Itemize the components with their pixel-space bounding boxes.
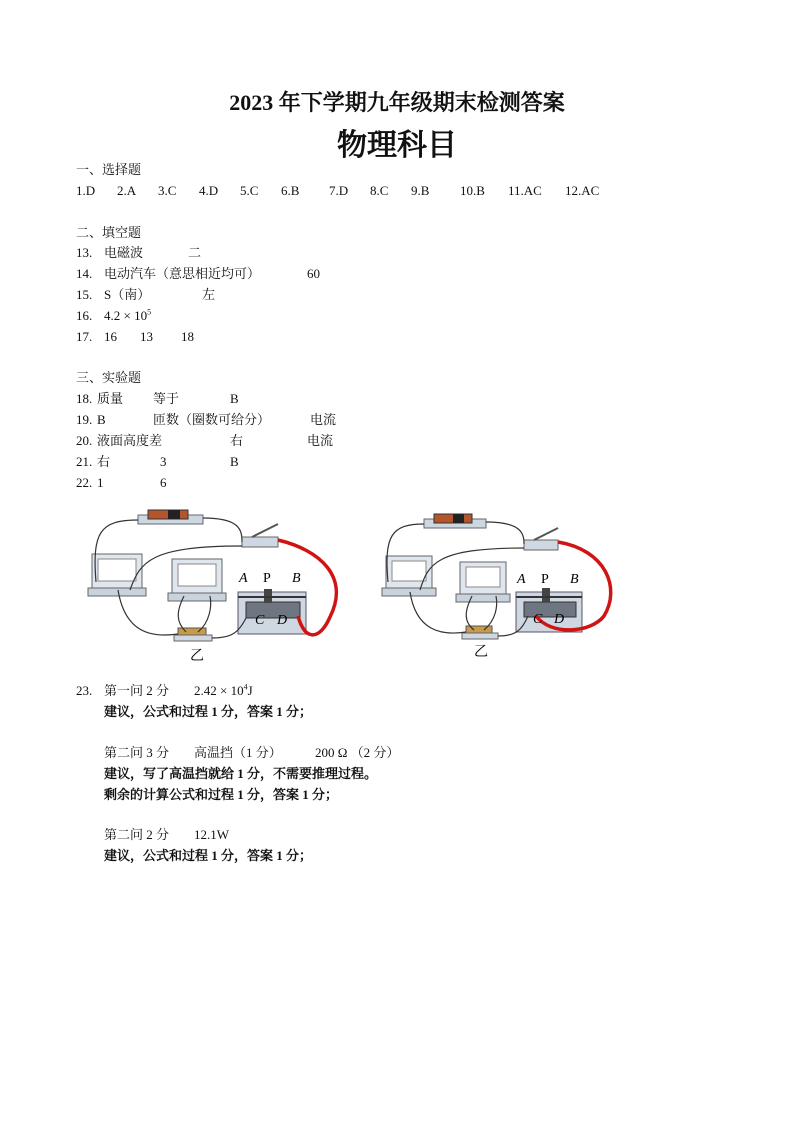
q18-answer-b: 等于: [153, 391, 180, 406]
q14-num: 14.: [76, 266, 93, 281]
choice-answer: 2.A: [117, 183, 137, 198]
q22-answer-a: 1: [97, 475, 104, 490]
circuit-diagram-right: [376, 508, 636, 668]
q21-answer-a: 右: [97, 454, 111, 469]
terminal-label-d: D: [554, 612, 565, 627]
choice-answer: 8.C: [370, 183, 389, 198]
choice-answer: 7.D: [329, 183, 349, 198]
q23-part3-value: 12.1W: [194, 827, 230, 842]
rheostat-icon: [238, 589, 306, 634]
q16-base: 4.2 × 10: [104, 308, 148, 323]
q19-answer-c: 电流: [310, 412, 337, 427]
q19-num: 19.: [76, 412, 93, 427]
q16-num: 16.: [76, 308, 93, 323]
q20-answer-b: 右: [230, 433, 244, 448]
battery-icon: [138, 510, 203, 524]
slider-label-p: P: [263, 571, 271, 586]
q16-exponent: 5: [147, 307, 152, 317]
q15-num: 15.: [76, 287, 93, 302]
q23-part1-base: 2.42 × 10: [194, 683, 244, 698]
q20-num: 20.: [76, 433, 93, 448]
slider-label-p: P: [541, 572, 549, 587]
terminal-label-c: C: [533, 612, 543, 627]
q19-answer-a: B: [97, 412, 106, 427]
q18-answer-c: B: [230, 391, 239, 406]
q23-part1-exponent: 4: [243, 682, 248, 692]
q19-answer-b: 匝数（圈数可给分）: [153, 412, 271, 427]
q17-answer-c: 18: [181, 329, 194, 344]
q23-part1-unit: J: [247, 683, 253, 698]
terminal-label-b: B: [292, 571, 301, 586]
q16-answer: [104, 308, 151, 324]
q14-answer-a: 电动汽车（意思相近均可）: [104, 266, 261, 281]
circuit-diagram-left: [80, 502, 350, 668]
q17-answer-a: 16: [104, 329, 117, 344]
q23-part1-note: 建议，公式和过程 1 分，答案 1 分；: [104, 704, 313, 719]
resistor-icon: [174, 628, 212, 641]
choice-answer: 3.C: [158, 183, 177, 198]
q13-answer-b: 二: [188, 245, 202, 260]
q23-part2-note1: 建议，写了高温挡就给 1 分，不需要推理过程。: [104, 766, 378, 781]
terminal-label-a: A: [239, 571, 248, 586]
q21-answer-c: B: [230, 454, 239, 469]
figure-caption: 乙: [190, 649, 204, 664]
q20-answer-a: 液面高度差: [97, 433, 163, 448]
meter-left-icon: [88, 554, 146, 596]
q23-part1-value: [194, 683, 253, 699]
terminal-label-d: D: [277, 613, 288, 628]
terminal-label-a: A: [517, 572, 526, 587]
switch-icon: [242, 524, 278, 547]
battery-icon: [424, 514, 486, 528]
subject-title: 物理科目: [337, 129, 457, 162]
terminal-label-c: C: [255, 613, 265, 628]
q14-answer-b: 60: [307, 266, 320, 281]
q13-answer-a: 电磁波: [104, 245, 144, 260]
q22-answer-b: 6: [160, 475, 167, 490]
choice-answer: 12.AC: [565, 183, 600, 198]
switch-icon: [524, 528, 558, 550]
q17-num: 17.: [76, 329, 93, 344]
choice-answer: 10.B: [460, 183, 485, 198]
choice-answer: 1.D: [76, 183, 96, 198]
q15-answer-a: S（南）: [104, 287, 151, 302]
q23-part2-label: 第二问 3 分: [104, 745, 170, 760]
q22-num: 22.: [76, 475, 93, 490]
meter-middle-icon: [168, 559, 226, 601]
meter-middle-icon: [456, 562, 510, 602]
q23-part3-label: 第二问 2 分: [104, 827, 170, 842]
section-heading-choice: 一、选择题: [76, 162, 142, 177]
choice-answers-row: [76, 183, 636, 199]
q23-part2-answer-b: 200 Ω （2 分）: [315, 745, 400, 760]
q17-answer-b: 13: [140, 329, 153, 344]
choice-answer: 6.B: [281, 183, 300, 198]
choice-answer: 4.D: [199, 183, 219, 198]
q23-num: 23.: [76, 683, 93, 698]
q20-answer-c: 电流: [307, 433, 334, 448]
meter-left-icon: [382, 556, 436, 596]
section-heading-fill: 二、填空题: [76, 225, 142, 240]
q23-part3-note: 建议，公式和过程 1 分，答案 1 分；: [104, 848, 313, 863]
document-title: 2023 年下学期九年级期末检测答案: [229, 90, 565, 115]
figure-caption: 乙: [474, 645, 488, 660]
choice-answer: 5.C: [240, 183, 259, 198]
q18-num: 18.: [76, 391, 93, 406]
q21-answer-b: 3: [160, 454, 167, 469]
q15-answer-b: 左: [202, 287, 216, 302]
q23-part2-note2: 剩余的计算公式和过程 1 分，答案 1 分；: [104, 787, 339, 802]
choice-answer: 11.AC: [508, 183, 542, 198]
q23-part2-answer-a: 高温挡（1 分）: [194, 745, 282, 760]
terminal-label-b: B: [570, 572, 579, 587]
q21-num: 21.: [76, 454, 93, 469]
q13-num: 13.: [76, 245, 93, 260]
q23-part1-label: 第一问 2 分: [104, 683, 170, 698]
resistor-icon: [462, 626, 498, 639]
choice-answer: 9.B: [411, 183, 430, 198]
section-heading-experiment: 三、实验题: [76, 370, 142, 385]
q18-answer-a: 质量: [97, 391, 124, 406]
